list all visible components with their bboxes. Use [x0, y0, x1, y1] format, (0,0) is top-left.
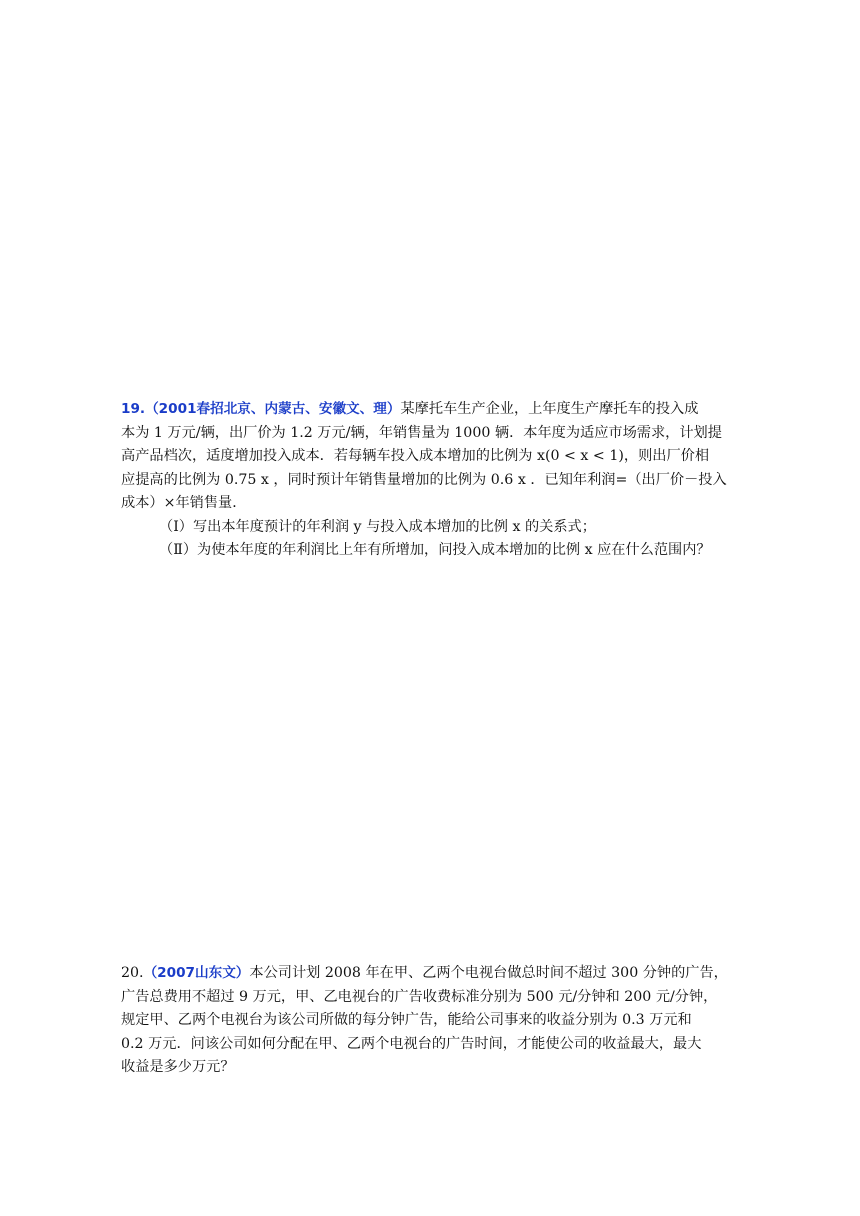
problem-19-line-2: 本为 1 万元/辆，出厂价为 1.2 万元/辆，年销售量为 1000 辆．本年度为适应市场需求，计划提	[121, 424, 722, 441]
problem-19	[121, 398, 743, 563]
problem-20-line-2: 广告总费用不超过 9 万元，甲、乙电视台的广告收费标准分别为 500 元/分钟和 200 元/分钟，	[121, 988, 718, 1005]
problem-20-line-3: 规定甲、乙两个电视台为该公司所做的每分钟广告，能给公司事来的收益分别为 0.3 万元和	[121, 1012, 692, 1028]
problem-19-question-1: （Ⅰ）写出本年度预计的年利润 y 与投入成本增加的比例 x 的关系式；	[159, 518, 596, 535]
problem-19-line-5: 成本）×年销售量．	[121, 495, 247, 511]
problem-20	[121, 962, 743, 1080]
problem-19-text-1: 某摩托车生产企业，上年度生产摩托车的投入成	[400, 401, 699, 417]
problem-19-line-4: 应提高的比例为 0.75 x ，同时预计年销售量增加的比例为 0.6 x ．已知年利润=（出厂价－投入	[121, 471, 727, 488]
problem-20-number: 20.	[121, 965, 144, 981]
problem-20-line-1	[121, 962, 743, 986]
problem-19-line-1	[121, 398, 743, 422]
problem-19-number: 19.	[121, 401, 146, 417]
problem-20-line-4: 0.2 万元．问该公司如何分配在甲、乙两个电视台的广告时间，才能使公司的收益最大，最大	[121, 1035, 702, 1052]
problem-20-text-1: 本公司计划 2008 年在甲、乙两个电视台做总时间不超过 300 分钟的广告，	[249, 965, 728, 981]
problem-19-question-2: （Ⅱ）为使本年度的年利润比上年有所增加，问投入成本增加的比例 x 应在什么范围内？	[159, 542, 711, 558]
problem-19-source: （2001春招北京、内蒙古、安徽文、理）	[145, 401, 401, 417]
problem-20-line-5: 收益是多少万元？	[121, 1059, 235, 1075]
problem-20-source: （2007山东文）	[143, 965, 250, 981]
problem-19-line-3: 高产品档次，适度增加投入成本．若每辆车投入成本增加的比例为 x(0 < x < 1)，则出厂价相	[121, 448, 710, 464]
